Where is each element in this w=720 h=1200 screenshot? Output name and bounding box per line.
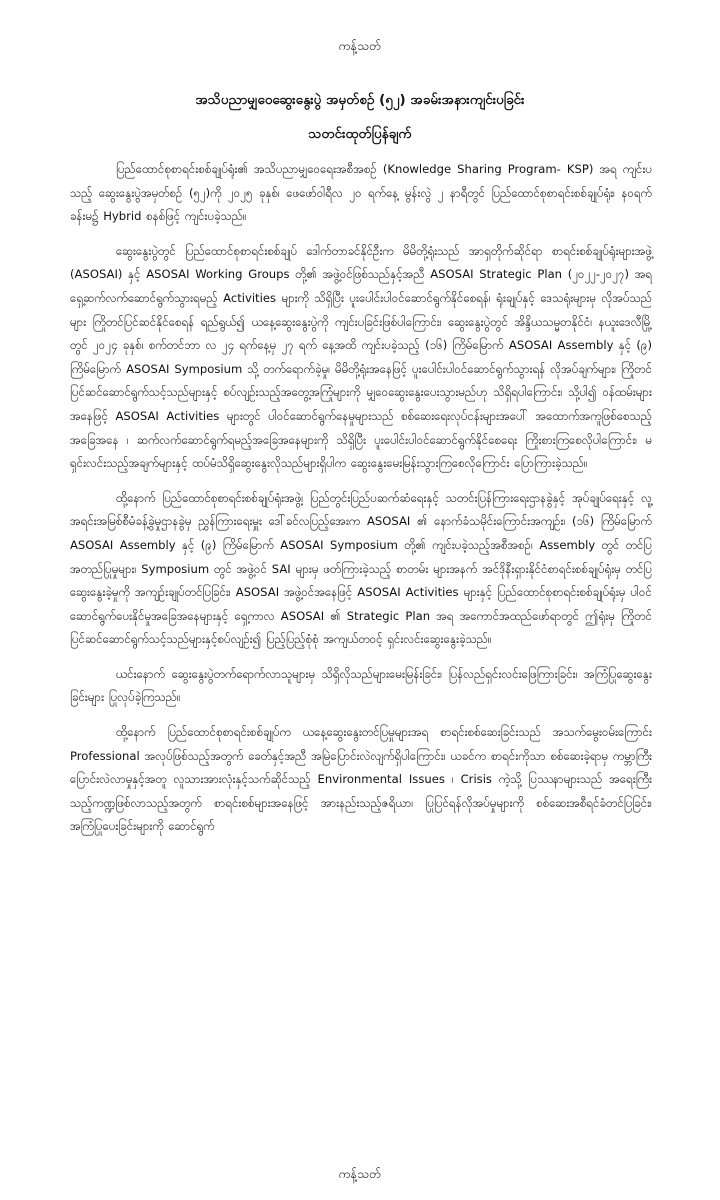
document-title: အသိပညာမျှဝေဆွေးနွေးပွဲ အမှတ်စဉ် (၅၂) အခမ်းအနားကျင်းပခြင်း: [195, 92, 525, 108]
document-subtitle: သတင်းထုတ်ပြန်ချက်: [308, 126, 412, 142]
document-body: [70, 158, 652, 850]
footer-classification: ကန့်သတ်: [338, 1167, 382, 1181]
paragraph-1: ပြည်ထောင်စုစာရင်းစစ်ချုပ်ရုံး၏ အသိပညာမျှဝေရေးအစီအစဉ် (Knowledge Sharing Program- KSP) အရ ကျင်းပသည့် ဆွေးနွေးပွဲအမှတ်စဉ် (၅၂)ကို ၂၀၂၅ ခုနှစ်၊ ဖေဖော်ဝါရီလ ၂၀ ရက်နေ့ မွန်းလွဲ ၂ နာရီတွင် ပြည်ထောင်စုစာရင်းစစ်ချုပ်ရုံး၊ နဝရက်ခန်းမ၌ Hybrid စနစ်ဖြင့် ကျင်းပခဲ့သည်။: [70, 162, 652, 224]
paragraph-5: ထို့နောက် ပြည်ထောင်စုစာရင်းစစ်ချုပ်က ယနေ့ဆွေးနွေးတင်ပြမှုများအရ စာရင်းစစ်ဆေးခြင်းသည် အသက်မွေးဝမ်းကြောင်း Professional အလုပ်ဖြစ်သည့်အတွက် ခေတ်နှင့်အညီ အမြဲပြောင်းလဲလျက်ရှိပါကြောင်း၊ ယခင်က စာရင်းကိုသာ စစ်ဆေးခဲ့ရာမှ ကမ္ဘာကြီးပြောင်းလဲလာမှုနှင့်အတူ လူသားအားလုံးနှင့်သက်ဆိုင်သည့် Environmental Issues ၊ Crisis ကဲ့သို့ ပြဿနာများသည် အရေးကြီးသည့်ကဏ္ဍဖြစ်လာသည့်အတွက် စာရင်းစစ်များအနေဖြင့် အားနည်းသည့်ဇရိယာ၊ ပြုပြင်ရန်လိုအပ်မှုများကို စစ်ဆေးအစီရင်ခံတင်ပြခြင်း၊ အကြံပြုပေးခြင်းများကို ဆောင်ရွက်: [70, 725, 652, 834]
header-classification: ကန့်သတ်: [338, 39, 382, 53]
paragraph-4: ယင်းနောက် ဆွေးနွေးပွဲတက်ရောက်လာသူများမှ သိရှိလိုသည်များမေးမြန်းခြင်း၊ ပြန်လည်ရှင်းလင်းဖြေကြားခြင်း၊ အကြံပြုဆွေးနွေးခြင်းများ ပြုလုပ်ခဲ့ကြသည်။: [70, 666, 652, 705]
paragraph-2: ဆွေးနွေးပွဲတွင် ပြည်ထောင်စုစာရင်းစစ်ချုပ် ဒေါက်တာခင်နိုင်ဦးက မိမိတို့ရုံးသည် အာရှတိုက်ဆိုင်ရာ စာရင်းစစ်ချုပ်ရုံးများအဖွဲ့ (ASOSAI) နှင့် ASOSAI Working Groups တို့၏ အဖွဲ့ဝင်ဖြစ်သည်နှင့်အညီ ASOSAI Strategic Plan (၂၀၂၂-၂၀၂၇) အရ ရှေ့ဆက်လက်ဆောင်ရွက်သွားရမည့် Activities များကို သိရှိပြီး ပူးပေါင်းပါဝင်ဆောင်ရွက်နိုင်စေရန်၊ ရုံးချုပ်နှင့် ဒေသရုံးများမှ လိုအပ်သည်များ ကြိုတင်ပြင်ဆင်နိုင်စေရန် ရည်ရွယ်၍ ယနေ့ဆွေးနွေးပွဲကို ကျင်းပခြင်းဖြစ်ပါကြောင်း၊ ဆွေးနွေးပွဲတွင် အိန္ဒိယသမ္မတနိုင်ငံ၊ နယူးဒေလီမြို့တွင် ၂၀၂၄ ခုနှစ်၊ စက်တင်ဘာ လ ၂၄ ရက်နေ့မှ ၂၇ ရက် နေ့အထိ ကျင်းပခဲ့သည့် (၁၆) ကြိမ်မြောက် ASOSAI Assembly နှင့် (၉) ကြိမ်မြောက် ASOSAI Symposium သို့ တက်ရောက်ခဲ့မှု၊ မိမိတို့ရုံးအနေဖြင့် ပူးပေါင်းပါဝင်ဆောင်ရွက်သွားရန် လိုအပ်ချက်များ၊ ကြိုတင် ပြင်ဆင်ဆောင်ရွက်သင့်သည်များနှင့် စပ်လျဉ်းသည့်အတွေ့အကြုံများကို မျှဝေဆွေးနွေးပေးသွားမည်ဟု သိရှိရပါကြောင်း၊ သို့ပါ၍ ဝန်ထမ်းများအနေဖြင့် ASOSAI Activities များတွင် ပါဝင်ဆောင်ရွက်နေမှုများသည် စစ်ဆေးရေးလုပ်ငန်းများအပေါ် အထောက်အကူဖြစ်စေသည့်အခြေအနေ ၊ ဆက်လက်ဆောင်ရွက်ရမည့်အခြေအနေများကို သိရှိပြီး ပူးပေါင်းပါဝင်ဆောင်ရွက်နိုင်စေရေး ကြိုးစားကြစေလိုပါကြောင်း၊ မရှင်းလင်းသည့်အချက်များနှင့် ထပ်မံသိရှိဆွေးနွေးလိုသည်များရှိပါက ဆွေးနွေးမေးမြန်းသွားကြစေလိုကြောင်း ပြောကြားခဲ့သည်။: [70, 243, 652, 471]
paragraph-3: ထို့နောက် ပြည်ထောင်စုစာရင်းစစ်ချုပ်ရုံးအဖွဲ့၊ ပြည်တွင်းပြည်ပဆက်ဆံရေးနှင့် သတင်းပြန်ကြားရေးဌာနခွဲနှင့် အုပ်ချုပ်ရေးနှင့် လူ့အရင်းအမြစ်စီမံခန့်ခွဲမှုဌာနခွဲမှ ညွှန်ကြားရေးမှူး ဒေါ်ခင်လပြည့်အေးက ASOSAI ၏ နောက်ခံသမိုင်းကြောင်းအကျဉ်း၊ (၁၆) ကြိမ်မြောက် ASOSAI Assembly နှင့် (၉) ကြိမ်မြောက် ASOSAI Symposium တို့၏ ကျင်းပခဲ့သည့်အစီအစဉ်၊ Assembly တွင် တင်ပြအတည်ပြုမှုများ၊ Symposium တွင် အဖွဲ့ဝင် SAI များမှ ဖတ်ကြားခဲ့သည့် စာတမ်း များအနက် အင်ဒိုနီးရှားနိုင်ငံစာရင်းစစ်ချုပ်ရုံးမှ တင်ပြဆွေးနွေးခဲ့မှုကို အကျဉ်းချုပ်တင်ပြခြင်း၊ ASOSAI အဖွဲ့ဝင်အနေဖြင့် ASOSAI Activities များနှင့် ပြည်ထောင်စုစာရင်းစစ်ချုပ်ရုံးမှ ပါဝင်ဆောင်ရွက်ပေးနိုင်မှုအခြေအနေများနှင့် ရှေ့ကာလ ASOSAI ၏ Strategic Plan အရ အကောင်အထည်ဖော်ရာတွင် ဤရုံးမှ ကြိုတင်ပြင်ဆင်ဆောင်ရွက်သင့်သည်များနှင့်စပ်လျဉ်း၍ ပြည့်ပြည့်စုံစုံ အကျယ်တဝင့် ရှင်းလင်းဆွေးနွေးခဲ့သည်။: [70, 490, 652, 647]
